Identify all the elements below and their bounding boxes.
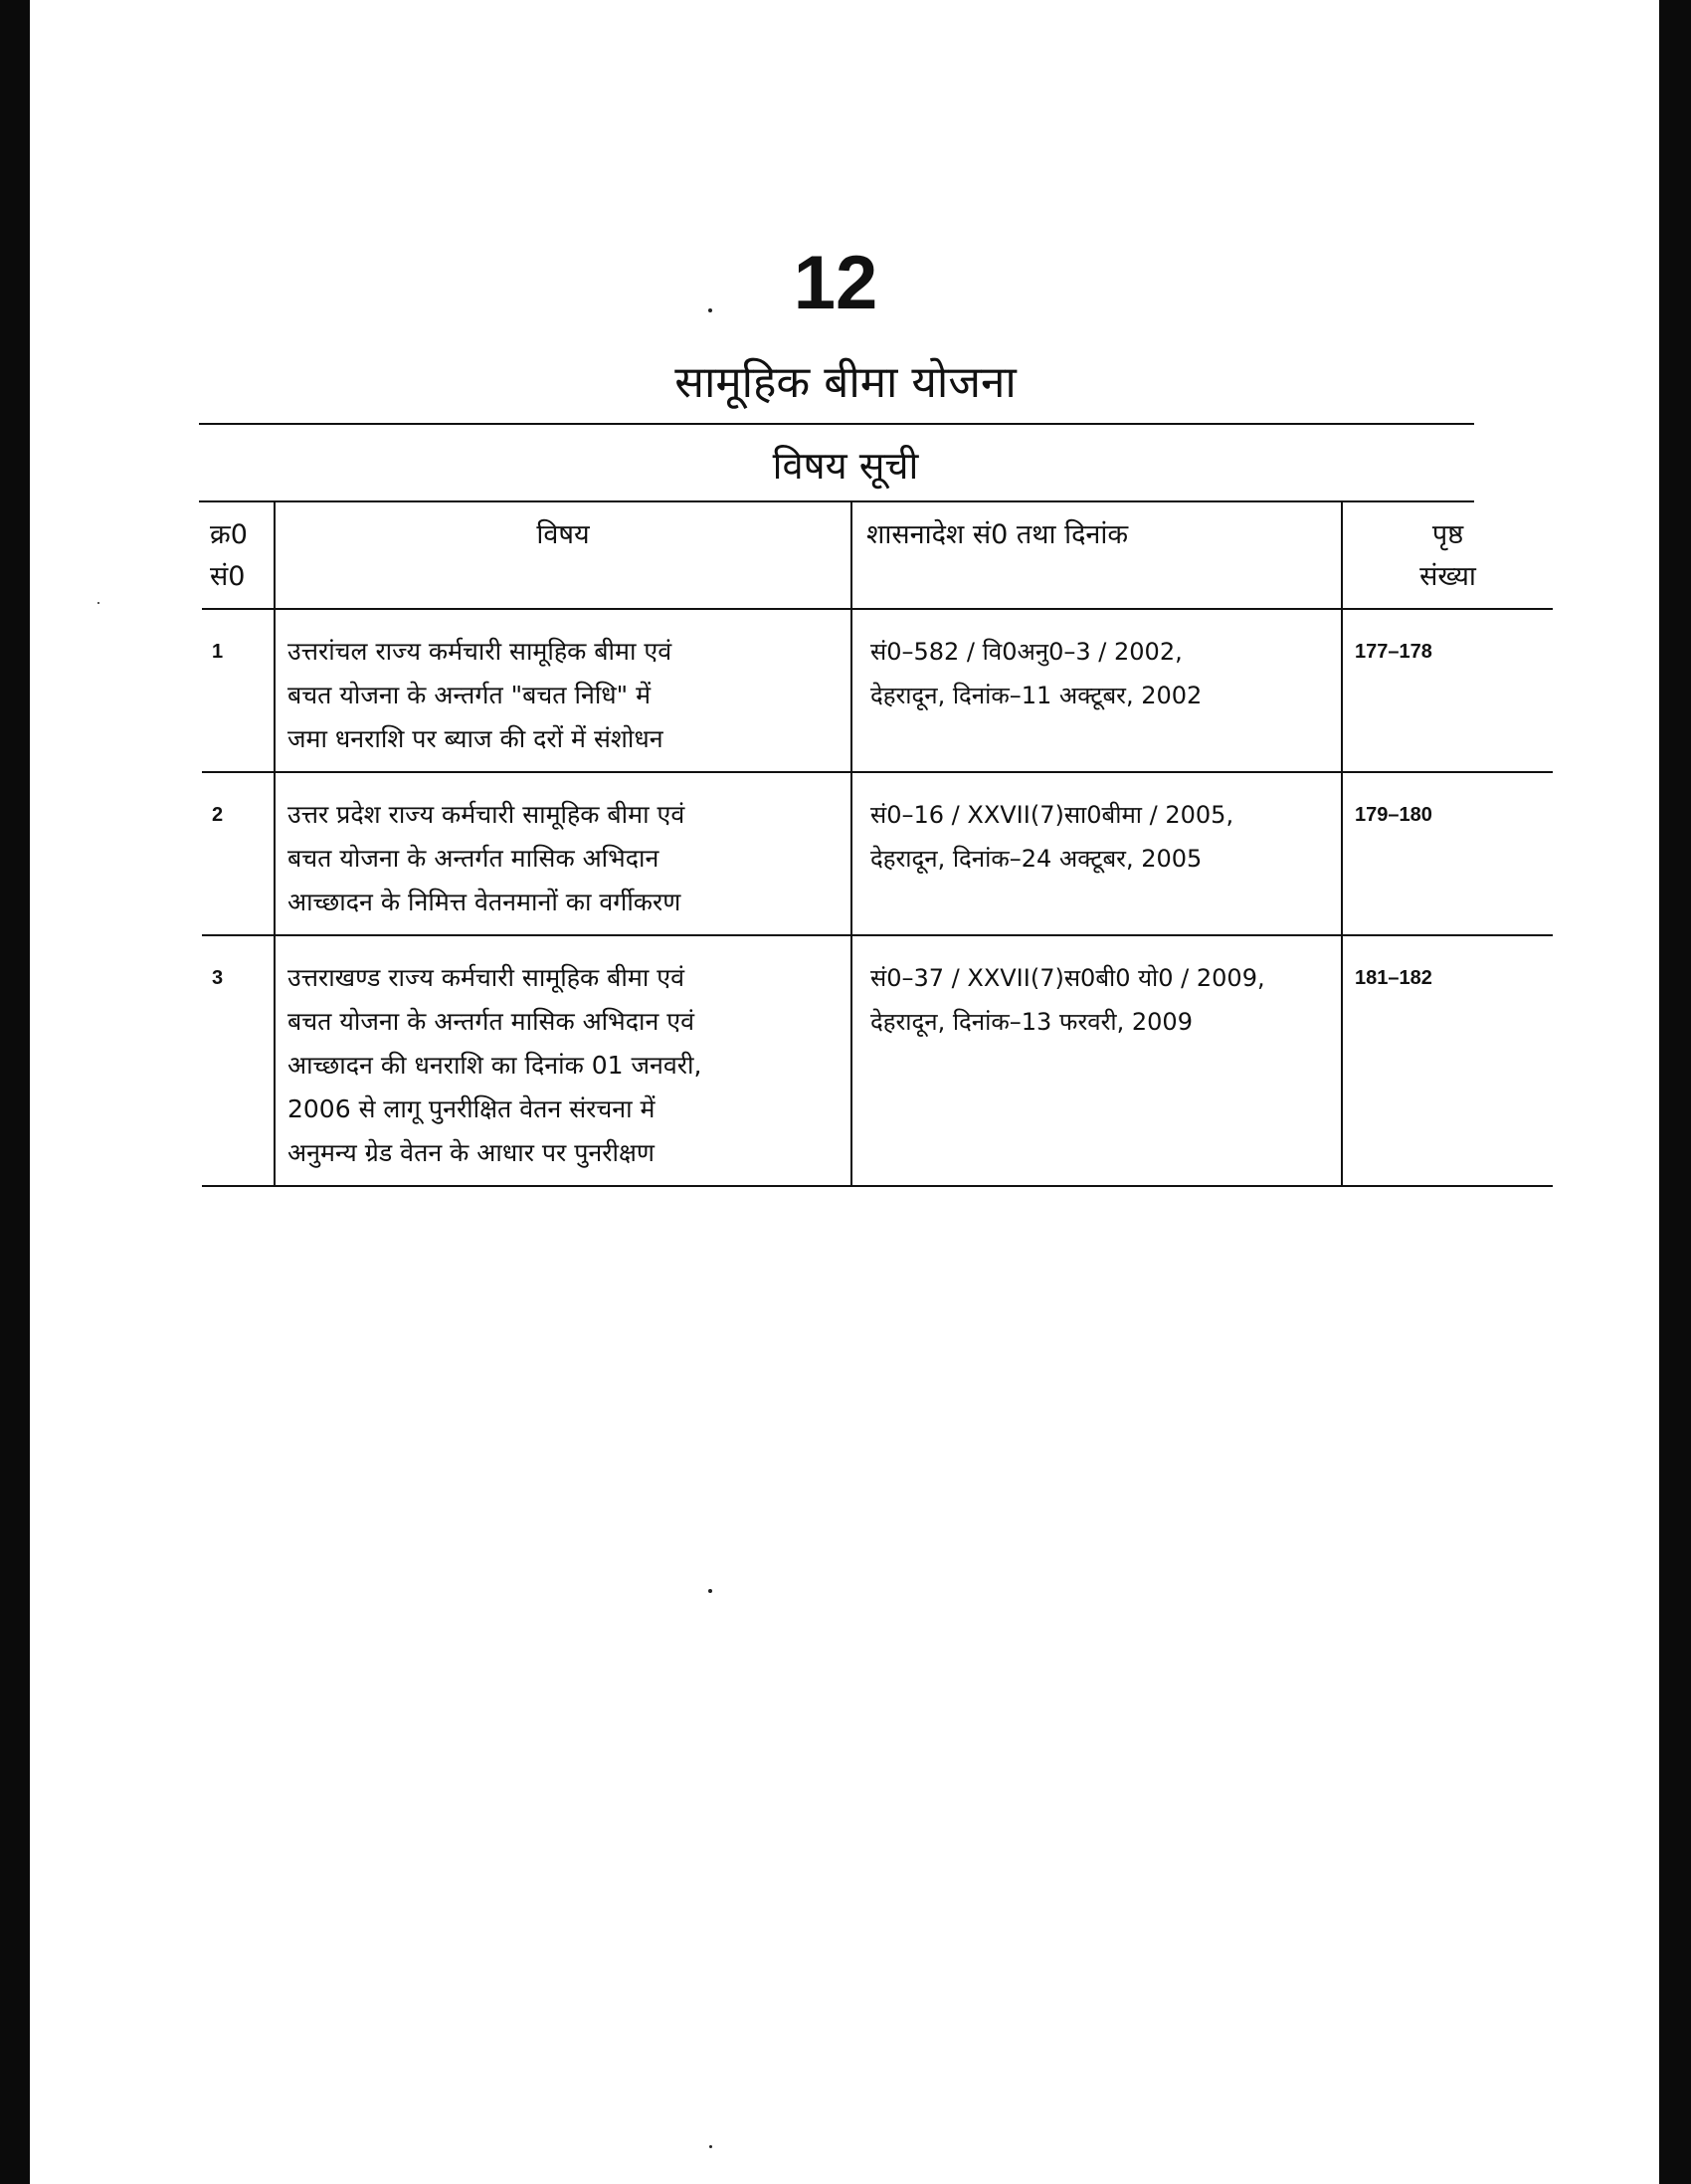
- header-page: [1342, 502, 1553, 609]
- scan-border-left: [0, 0, 30, 2184]
- subject-line: उत्तर प्रदेश राज्य कर्मचारी सामूहिक बीमा एवं: [287, 800, 685, 829]
- subject-line: बचत योजना के अन्तर्गत "बचत निधि" में: [287, 681, 652, 709]
- header-serial-line: सं0: [210, 561, 246, 592]
- toc-title: विषय सूची: [772, 444, 919, 488]
- subject-line: बचत योजना के अन्तर्गत मासिक अभिदान एवं: [287, 1007, 695, 1036]
- chapter-title: सामूहिक बीमा योजना: [674, 357, 1017, 408]
- order-line: देहरादून, दिनांक–13 फरवरी, 2009: [870, 1008, 1193, 1036]
- toc-header-row: [202, 502, 1553, 609]
- row-subject: [275, 609, 851, 772]
- row-order: [851, 772, 1342, 935]
- header-page-line: संख्या: [1419, 561, 1476, 592]
- order-line: सं0–37 / XXVII(7)स0बी0 यो0 / 2009,: [870, 964, 1265, 992]
- header-subject: विषय: [275, 502, 851, 609]
- table-row: [202, 772, 1553, 935]
- order-line: सं0–16 / XXVII(7)सा0बीमा / 2005,: [870, 801, 1234, 829]
- row-pages: 181–182: [1342, 935, 1553, 1186]
- table-row: [202, 935, 1553, 1186]
- header-order: शासनादेश सं0 तथा दिनांक: [851, 502, 1342, 609]
- top-rule: [199, 423, 1474, 425]
- header-serial-line: क्र0: [210, 519, 248, 550]
- row-serial: 1: [202, 609, 275, 772]
- order-line: देहरादून, दिनांक–24 अक्टूबर, 2005: [870, 845, 1203, 873]
- scan-speck: [97, 602, 99, 604]
- subject-line: जमा धनराशि पर ब्याज की दरों में संशोधन: [287, 724, 663, 753]
- subject-line: बचत योजना के अन्तर्गत मासिक अभिदान: [287, 844, 659, 873]
- subject-line: आच्छादन की धनराशि का दिनांक 01 जनवरी,: [287, 1051, 702, 1080]
- header-page-line: पृष्ठ: [1431, 519, 1464, 550]
- row-subject: [275, 935, 851, 1186]
- scan-speck: [709, 2145, 712, 2148]
- row-pages: 179–180: [1342, 772, 1553, 935]
- scan-speck: [708, 1589, 712, 1593]
- scan-speck: [708, 308, 712, 312]
- row-order: [851, 609, 1342, 772]
- order-line: सं0–582 / वि0अनु0–3 / 2002,: [870, 638, 1183, 666]
- subject-line: आच्छादन के निमित्त वेतनमानों का वर्गीकरण: [287, 888, 681, 916]
- header-serial: [202, 502, 275, 609]
- row-order: [851, 935, 1342, 1186]
- table-row: [202, 609, 1553, 772]
- row-pages: 177–178: [1342, 609, 1553, 772]
- row-subject: [275, 772, 851, 935]
- order-line: देहरादून, दिनांक–11 अक्टूबर, 2002: [870, 682, 1203, 709]
- subject-line: 2006 से लागू पुनरीक्षित वेतन संरचना में: [287, 1094, 656, 1123]
- toc-table: [202, 502, 1553, 1187]
- subject-line: उत्तराखण्ड राज्य कर्मचारी सामूहिक बीमा एवं: [287, 963, 684, 992]
- subject-line: अनुमन्य ग्रेड वेतन के आधार पर पुनरीक्षण: [287, 1138, 656, 1167]
- chapter-number: 12: [793, 241, 878, 325]
- subject-line: उत्तरांचल राज्य कर्मचारी सामूहिक बीमा एवं: [287, 637, 672, 666]
- scan-border-right: [1659, 0, 1691, 2184]
- row-serial: 2: [202, 772, 275, 935]
- row-serial: 3: [202, 935, 275, 1186]
